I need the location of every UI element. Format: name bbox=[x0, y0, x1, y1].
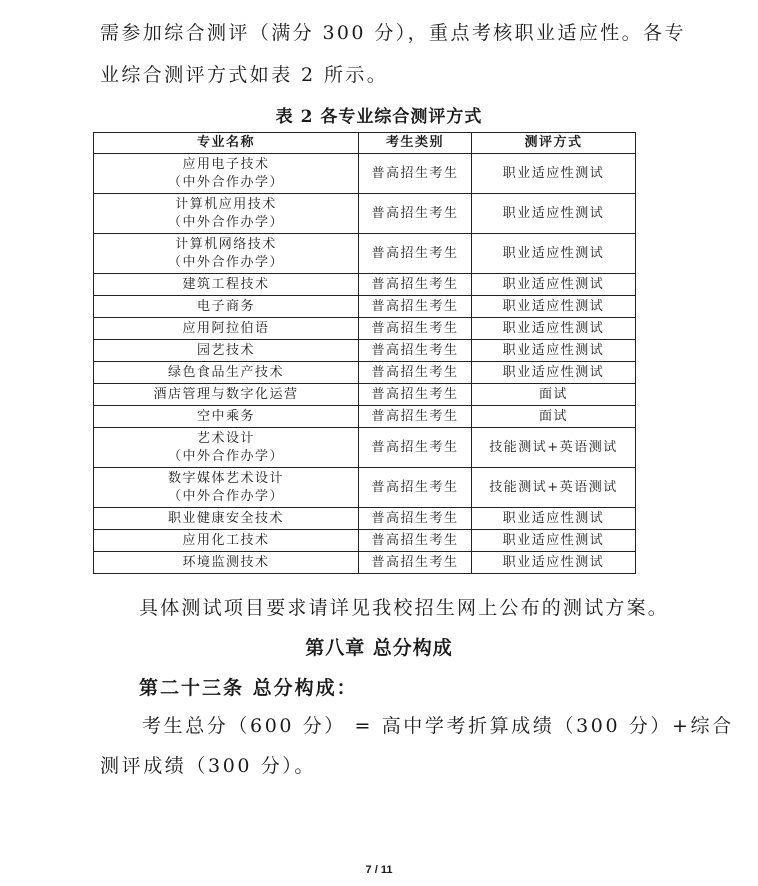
category-cell: 普高招生考生 bbox=[359, 468, 472, 508]
method-cell: 职业适应性测试 bbox=[472, 274, 636, 296]
major-name: 计算机网络技术 bbox=[175, 236, 277, 252]
page-number: 7 / 11 bbox=[365, 864, 393, 876]
major-note: （中外合作办学） bbox=[167, 448, 284, 464]
major-name: 建筑工程技术 bbox=[182, 276, 270, 292]
table-row bbox=[94, 468, 636, 508]
intro-line-1: 需参加综合测评（满分 300 分），重点考核职业适应性。各专 bbox=[100, 22, 686, 44]
table-row bbox=[94, 406, 636, 428]
method-cell: 职业适应性测试 bbox=[472, 234, 636, 274]
table-row bbox=[94, 384, 636, 406]
category-cell: 普高招生考生 bbox=[359, 428, 472, 468]
major-name-cell bbox=[94, 296, 359, 318]
table-row bbox=[94, 362, 636, 384]
major-name-cell bbox=[94, 428, 359, 468]
category-cell: 普高招生考生 bbox=[359, 530, 472, 552]
table-row bbox=[94, 296, 636, 318]
major-name-cell bbox=[94, 194, 359, 234]
table-row bbox=[94, 154, 636, 194]
method-cell: 职业适应性测试 bbox=[472, 530, 636, 552]
category-cell: 普高招生考生 bbox=[359, 384, 472, 406]
major-name-cell bbox=[94, 274, 359, 296]
method-cell: 职业适应性测试 bbox=[472, 340, 636, 362]
method-cell: 面试 bbox=[472, 406, 636, 428]
method-cell: 职业适应性测试 bbox=[472, 154, 636, 194]
major-name-cell bbox=[94, 406, 359, 428]
table-caption: 表 2 各专业综合测评方式 bbox=[275, 107, 483, 127]
category-cell: 普高招生考生 bbox=[359, 406, 472, 428]
method-cell: 职业适应性测试 bbox=[472, 296, 636, 318]
major-name-cell bbox=[94, 530, 359, 552]
major-name-cell bbox=[94, 234, 359, 274]
table-row bbox=[94, 234, 636, 274]
table-row bbox=[94, 340, 636, 362]
chapter-heading: 第八章 总分构成 bbox=[305, 637, 453, 659]
table-row bbox=[94, 194, 636, 234]
method-cell: 职业适应性测试 bbox=[472, 362, 636, 384]
major-name: 环境监测技术 bbox=[182, 554, 270, 570]
category-cell: 普高招生考生 bbox=[359, 362, 472, 384]
table-row bbox=[94, 552, 636, 574]
method-cell: 职业适应性测试 bbox=[472, 508, 636, 530]
table-header-row bbox=[94, 133, 636, 154]
header-method: 测评方式 bbox=[472, 133, 636, 154]
major-name: 应用阿拉伯语 bbox=[182, 320, 270, 336]
major-name-cell bbox=[94, 318, 359, 340]
major-name: 绿色食品生产技术 bbox=[167, 364, 284, 380]
method-cell: 技能测试+英语测试 bbox=[472, 468, 636, 508]
major-name: 应用电子技术 bbox=[182, 156, 270, 172]
article-heading: 第二十三条 总分构成： bbox=[139, 677, 358, 699]
major-note: （中外合作办学） bbox=[167, 174, 284, 190]
category-cell: 普高招生考生 bbox=[359, 274, 472, 296]
major-note: （中外合作办学） bbox=[167, 488, 284, 504]
table-body bbox=[94, 154, 636, 574]
category-cell: 普高招生考生 bbox=[359, 340, 472, 362]
table-row bbox=[94, 428, 636, 468]
major-name: 园艺技术 bbox=[196, 342, 255, 358]
major-name-cell bbox=[94, 340, 359, 362]
table-row bbox=[94, 274, 636, 296]
major-name-cell bbox=[94, 362, 359, 384]
table-row bbox=[94, 318, 636, 340]
category-cell: 普高招生考生 bbox=[359, 296, 472, 318]
assessment-table bbox=[93, 132, 636, 574]
category-cell: 普高招生考生 bbox=[359, 508, 472, 530]
major-name-cell bbox=[94, 384, 359, 406]
major-name: 空中乘务 bbox=[196, 408, 255, 424]
major-name: 计算机应用技术 bbox=[175, 196, 277, 212]
method-cell: 技能测试+英语测试 bbox=[472, 428, 636, 468]
category-cell: 普高招生考生 bbox=[359, 318, 472, 340]
header-major: 专业名称 bbox=[94, 133, 359, 154]
major-note: （中外合作办学） bbox=[167, 254, 284, 270]
header-category: 考生类别 bbox=[359, 133, 472, 154]
formula-line-1: 考生总分（600 分） = 高中学考折算成绩（300 分）+综合 bbox=[142, 715, 734, 737]
method-cell: 职业适应性测试 bbox=[472, 194, 636, 234]
method-cell: 职业适应性测试 bbox=[472, 318, 636, 340]
major-name-cell bbox=[94, 552, 359, 574]
major-name: 职业健康安全技术 bbox=[167, 510, 284, 526]
table-row bbox=[94, 530, 636, 552]
major-name: 艺术设计 bbox=[196, 430, 255, 446]
formula-line-2: 测评成绩（300 分）。 bbox=[100, 755, 317, 777]
table-row bbox=[94, 508, 636, 530]
major-note: （中外合作办学） bbox=[167, 214, 284, 230]
method-cell: 职业适应性测试 bbox=[472, 552, 636, 574]
major-name: 数字媒体艺术设计 bbox=[167, 470, 284, 486]
major-name: 应用化工技术 bbox=[182, 532, 270, 548]
major-name: 酒店管理与数字化运营 bbox=[153, 386, 299, 402]
major-name-cell bbox=[94, 508, 359, 530]
category-cell: 普高招生考生 bbox=[359, 154, 472, 194]
major-name: 电子商务 bbox=[196, 298, 255, 314]
category-cell: 普高招生考生 bbox=[359, 552, 472, 574]
intro-line-2: 业综合测评方式如表 2 所示。 bbox=[100, 64, 389, 86]
major-name-cell bbox=[94, 468, 359, 508]
major-name-cell bbox=[94, 154, 359, 194]
category-cell: 普高招生考生 bbox=[359, 194, 472, 234]
method-cell: 面试 bbox=[472, 384, 636, 406]
note-text: 具体测试项目要求请详见我校招生网上公布的测试方案。 bbox=[139, 597, 670, 619]
category-cell: 普高招生考生 bbox=[359, 234, 472, 274]
